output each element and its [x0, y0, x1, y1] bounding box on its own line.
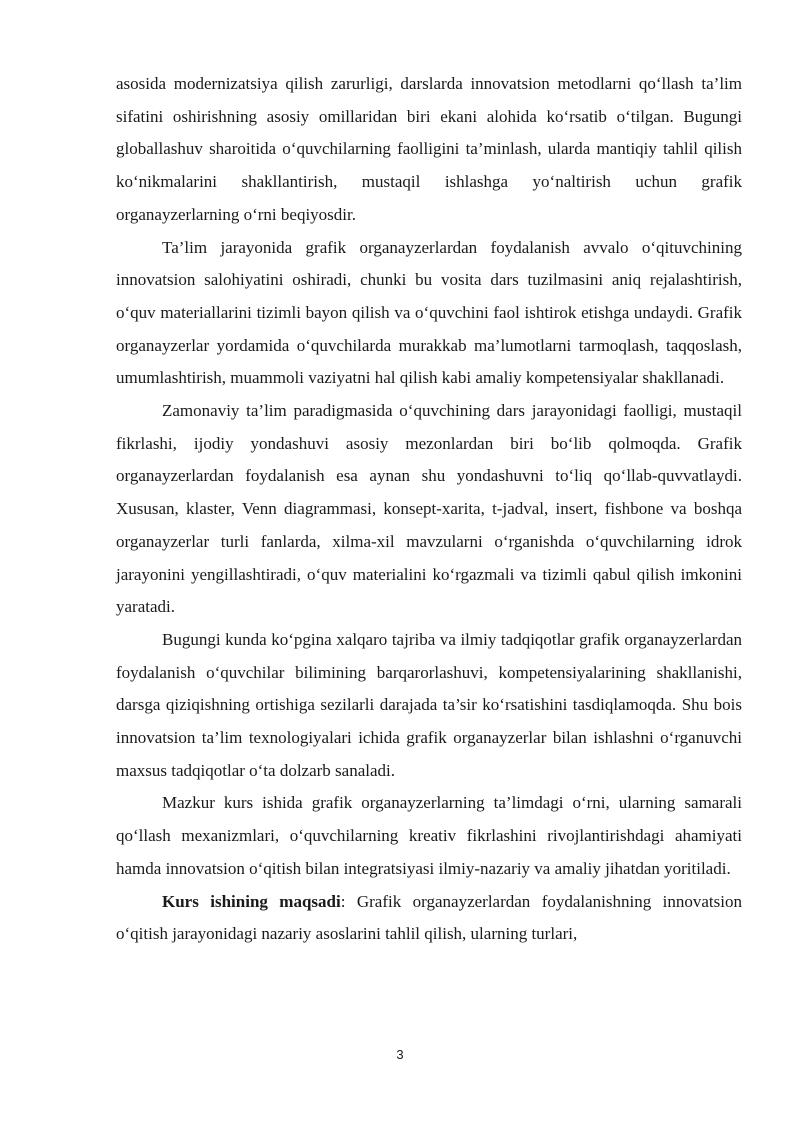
paragraph-3: Zamonaviy ta’lim paradigmasida o‘quvchining dars jarayonidagi faolligi, mustaqil fikrlashi, ijodiy yondashuvi asosiy mezonlardan biri bo‘lib qolmoqda. Grafik organayzerlardan foydalanish esa aynan shu yondashuvni to‘liq qo‘llab-quvvatlaydi. Xususan, klaster, Venn diagrammasi, konsept-xarita, t-jadval, insert, fishbone va boshqa organayzerlar turli fanlarda, xilma-xil mavzularni o‘rganishda o‘quvchilarning idrok jarayonini yengillashtiradi, o‘quv materialini ko‘rgazmali va tizimli qabul qilish imkonini yaratadi.: [116, 401, 742, 617]
paragraph-4: Bugungi kunda ko‘pgina xalqaro tajriba va ilmiy tadqiqotlar grafik organayzerlardan foydalanish o‘quvchilar bilimining barqarorlashuvi, kompetensiyalarining shakllanishi, darsga qiziqishning ortishiga sezilarli darajada ta’sir ko‘rsatishini tasdiqlamoqda. Shu bois innovatsion ta’lim texnologiyalari ichida grafik organayzerlar bilan ishlashni o‘rganuvchi maxsus tadqiqotlar o‘ta dolzarb sanaladi.: [116, 629, 742, 780]
goal-paragraph: [116, 886, 742, 951]
goal-label: Kurs ishining maqsadi: [162, 891, 341, 911]
page-number: 3: [396, 1047, 404, 1062]
paragraph-1: asosida modernizatsiya qilish zarurligi, darslarda innovatsion metodlarni qo‘llash ta’lim sifatini oshirishning asosiy omillaridan biri ekani alohida ko‘rsatib o‘tilgan. Bugungi globallashuv sharoitida o‘quvchilarning faolligini ta’minlash, ularda mantiqiy tahlil qilish ko‘nikmalarini shakllantirish, mustaqil ishlashga yo‘naltirish uchun grafik organayzerlarning o‘rni beqiyosdir.: [116, 74, 742, 224]
paragraph-5: Mazkur kurs ishida grafik organayzerlarning ta’limdagi o‘rni, ularning samarali qo‘llash mexanizmlari, o‘quvchilarning kreativ fikrlashini rivojlantirishdagi ahamiyati hamda innovatsion o‘qitish bilan integratsiyasi ilmiy-nazariy va amaliy jihatdan yoritiladi.: [116, 793, 742, 878]
goal-text: : Grafik organayzerlardan foydalanishning innovatsion o‘qitish jarayonidagi nazariy asoslarini tahlil qilish, ularning turlari,: [116, 891, 742, 944]
page-body: [116, 68, 742, 951]
paragraph-2: Ta’lim jarayonida grafik organayzerlardan foydalanish avvalo o‘qituvchining innovatsion salohiyatini oshiradi, chunki bu vosita dars tuzilmasini aniq rejalashtirish, o‘quv materiallarini tizimli bayon qilish va o‘quvchini faol ishtirok etishga undaydi. Grafik organayzerlar yordamida o‘quvchilarda murakkab ma’lumotlarni tarmoqlash, taqqoslash, umumlashtirish, muammoli vaziyatni hal qilish kabi amaliy kompetensiyalar shakllanadi.: [116, 237, 742, 388]
